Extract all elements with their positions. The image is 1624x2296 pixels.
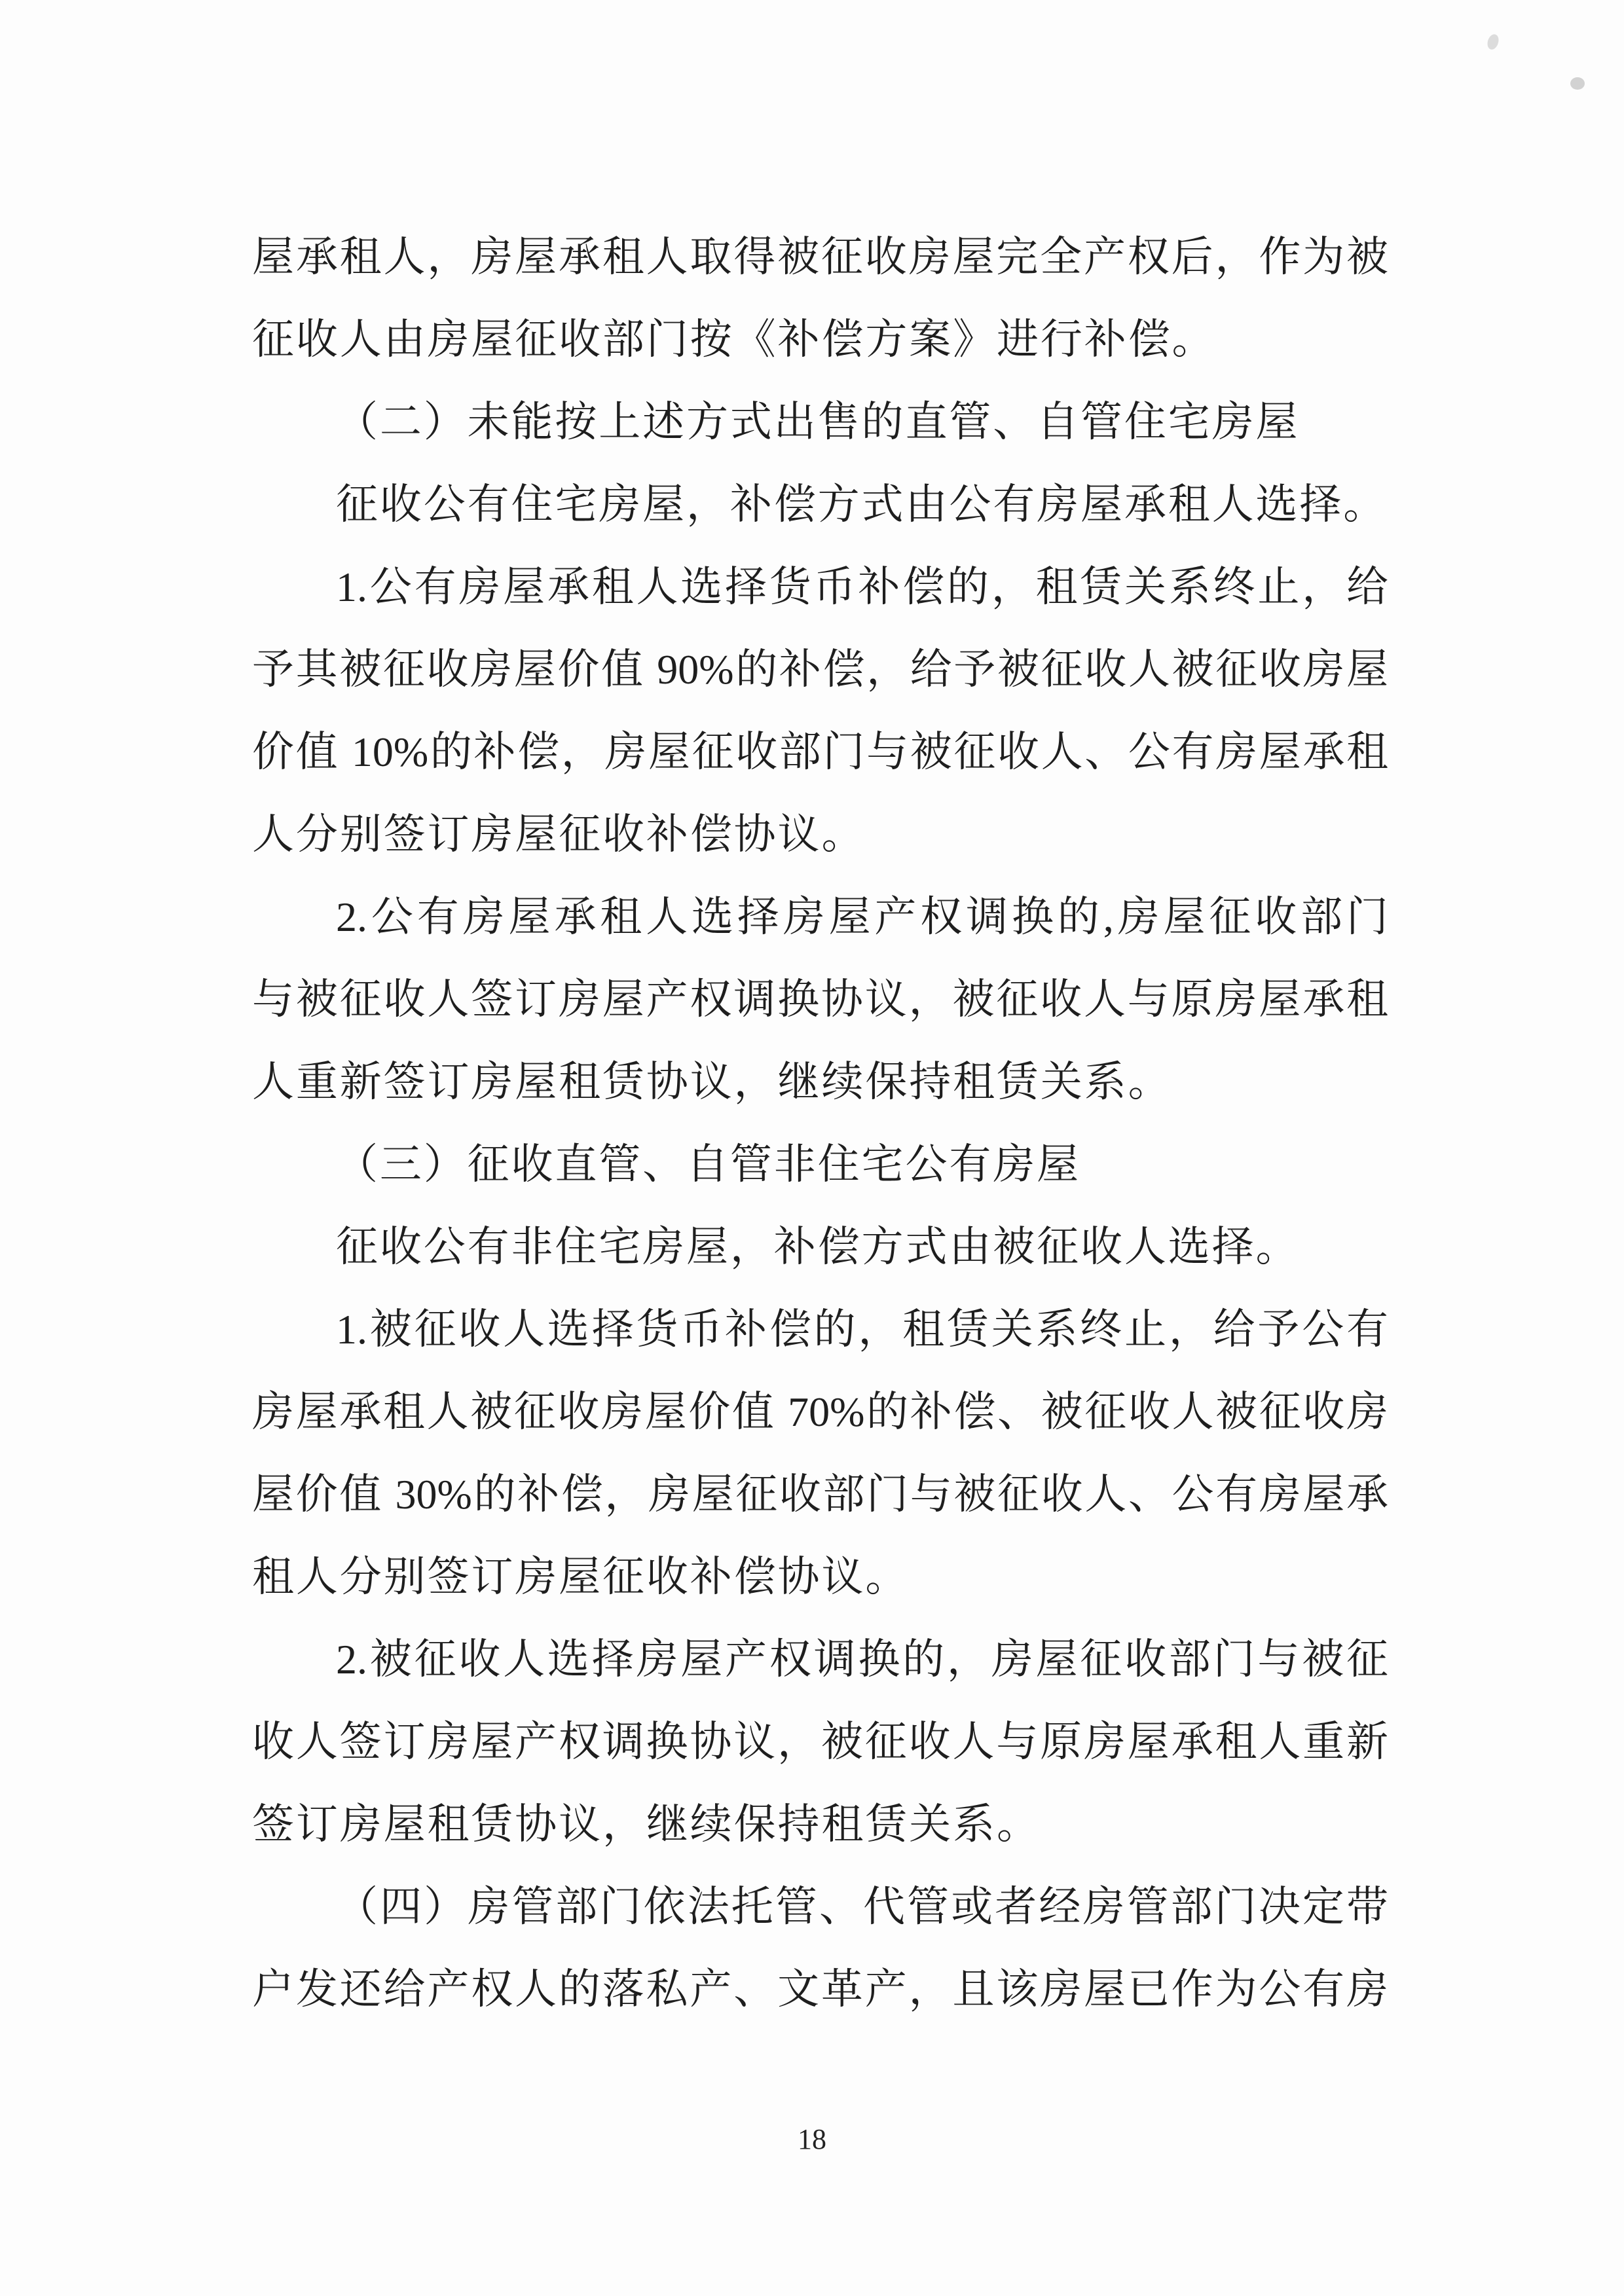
text-line: 征收公有非住宅房屋，补偿方式由被征收人选择。 xyxy=(336,1224,1300,1270)
text-line: 人重新签订房屋租赁协议，继续保持租赁关系。 xyxy=(252,1059,1172,1105)
text-line: 租人分别签订房屋征收补偿协议。 xyxy=(252,1554,910,1600)
text-line: 签订房屋租赁协议，继续保持租赁关系。 xyxy=(252,1801,1041,1848)
text-line: 收人签订房屋产权调换协议，被征收人与原房屋承租人重新 xyxy=(252,1719,1388,1765)
scan-artifact xyxy=(1486,33,1501,51)
text-line: 征收人由房屋征收部门按《补偿方案》进行补偿。 xyxy=(252,316,1216,363)
text-line: （四）房管部门依法托管、代管或者经房管部门决定带 xyxy=(336,1884,1388,1930)
text-line: （三）征收直管、自管非住宅公有房屋 xyxy=(336,1141,1080,1188)
page-number: 18 xyxy=(798,2123,826,2155)
text-line: 2.公有房屋承租人选择房屋产权调换的,房屋征收部门 xyxy=(336,894,1388,940)
text-line: 户发还给产权人的落私产、文革产，且该房屋已作为公有房 xyxy=(252,1966,1388,2013)
text-line: 人分别签订房屋征收补偿协议。 xyxy=(252,811,866,858)
text-line: 2.被征收人选择房屋产权调换的，房屋征收部门与被征 xyxy=(336,1636,1388,1683)
document-body xyxy=(252,216,1388,2031)
text-line: 房屋承租人被征收房屋价值 70%的补偿、被征收人被征收房 xyxy=(252,1389,1388,1435)
text-line: 价值 10%的补偿，房屋征收部门与被征收人、公有房屋承租 xyxy=(252,729,1388,775)
text-line: （二）未能按上述方式出售的直管、自管住宅房屋 xyxy=(336,399,1300,445)
scan-artifact xyxy=(1570,77,1585,90)
text-line: 予其被征收房屋价值 90%的补偿，给予被征收人被征收房屋 xyxy=(252,646,1388,693)
text-line: 1.被征收人选择货币补偿的，租赁关系终止，给予公有 xyxy=(336,1306,1388,1353)
text-line: 与被征收人签订房屋产权调换协议，被征收人与原房屋承租 xyxy=(252,976,1388,1023)
text-line: 征收公有住宅房屋，补偿方式由公有房屋承租人选择。 xyxy=(336,481,1388,528)
text-line: 1.公有房屋承租人选择货币补偿的，租赁关系终止，给 xyxy=(336,564,1388,610)
text-line: 屋价值 30%的补偿，房屋征收部门与被征收人、公有房屋承 xyxy=(252,1471,1388,1518)
text-line: 屋承租人，房屋承租人取得被征收房屋完全产权后，作为被 xyxy=(252,234,1388,280)
